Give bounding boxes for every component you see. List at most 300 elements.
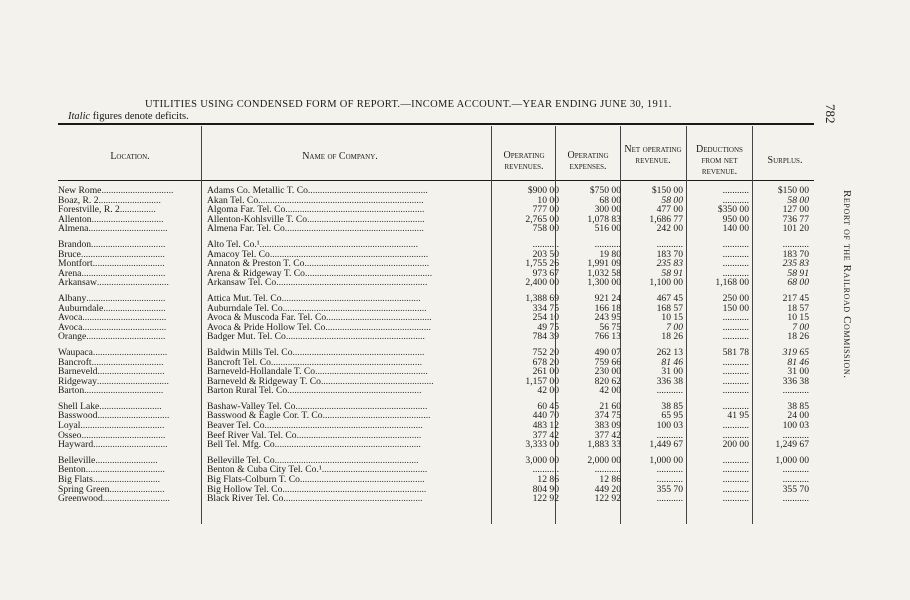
surplus-cell: 101 20	[782, 224, 809, 234]
report-title: UTILITIES USING CONDENSED FORM OF REPORT.—INCOME ACCOUNT.—YEAR ENDING JUNE 30, 1911.	[145, 99, 672, 110]
table-row	[58, 386, 809, 396]
deductions-cell: 250 00	[722, 293, 749, 304]
leader-dots: ..............................	[96, 278, 169, 288]
deductions-cell: ...........	[722, 195, 749, 206]
leader-dots: .................................	[86, 332, 166, 342]
leader-dots: .................................	[88, 224, 168, 234]
operating-expense-cell: 1,883 33	[587, 440, 621, 450]
location-text: Osseo	[58, 430, 82, 441]
company-text: Arena & Ridgeway T. Co	[207, 268, 305, 279]
surplus-cell: 736 77	[782, 214, 809, 225]
location-text: Albany	[58, 293, 87, 304]
location-text: Forestville, R. 2	[58, 205, 120, 215]
deductions-cell: ...........	[722, 430, 749, 441]
operating-revenue-cell: 12 86	[537, 475, 559, 485]
net-revenue-cell: 100 03	[656, 421, 683, 431]
company-text: Alto Tel. Co.¹	[207, 239, 260, 250]
table-row	[58, 411, 809, 421]
income-table	[58, 186, 809, 504]
company-text: Attica Mut. Tel. Co	[207, 293, 282, 304]
table-row	[58, 215, 809, 225]
location-cell	[58, 323, 203, 333]
surplus-cell: 1,000 00	[775, 455, 809, 466]
leader-dots: ............................................................	[282, 303, 427, 314]
location-text: Orange	[58, 332, 87, 342]
net-revenue-cell: ...........	[656, 239, 683, 250]
surplus-cell: 183 70	[782, 249, 809, 260]
deductions-cell: ...........	[722, 239, 749, 250]
leader-dots: .................................	[86, 293, 166, 304]
operating-revenue-cell: 2,400 00	[525, 278, 559, 288]
net-revenue-cell: ...........	[656, 386, 683, 396]
deductions-cell: ...........	[722, 376, 749, 387]
operating-revenue-cell: 10 00	[537, 195, 559, 206]
net-revenue-cell: 81 46	[661, 357, 683, 368]
location-text: Basswood	[58, 411, 98, 422]
company-text: Bashaw-Valley Tel. Co	[207, 401, 296, 412]
deductions-cell: ...........	[722, 421, 749, 431]
company-text: Avoca & Muscoda Far. Tel. Co	[207, 313, 327, 323]
table-row	[58, 323, 809, 333]
company-cell	[203, 323, 497, 333]
surplus-cell: 31 00	[787, 367, 809, 377]
table-row	[58, 456, 809, 466]
company-cell	[203, 386, 497, 396]
table-row	[58, 431, 809, 441]
net-revenue-cell: 58 91	[661, 268, 683, 279]
surplus-cell: 217 45	[782, 293, 809, 304]
company-cell	[203, 332, 497, 342]
leader-dots: ...................................	[80, 421, 165, 431]
leader-dots: ...............................	[93, 440, 168, 450]
leader-dots: ..............................	[97, 411, 170, 422]
location-text: Hayward	[58, 440, 94, 450]
operating-revenue-cell: 1,388 69	[525, 293, 559, 304]
table-row	[58, 475, 809, 485]
location-cell	[58, 358, 203, 368]
operating-revenue-cell: 973 67	[532, 268, 559, 279]
operating-expense-cell: 230 00	[594, 367, 621, 377]
operating-expense-cell: 449 20	[594, 484, 621, 495]
leader-dots: ...............................................	[315, 367, 428, 377]
company-text: Basswood & Eagle Cor. T. Co	[207, 411, 323, 422]
leader-dots: ...................................	[82, 313, 167, 323]
net-revenue-cell: 336 38	[656, 376, 683, 387]
header-rule	[58, 180, 814, 181]
operating-expense-cell: $750 00	[589, 186, 621, 196]
deductions-cell: 140 00	[722, 224, 749, 234]
header-company: Name of Company.	[302, 151, 378, 162]
company-text: Bell Tel. Mfg. Co	[207, 440, 275, 450]
company-text: Algoma Far. Tel. Co	[207, 205, 286, 215]
header-surplus: Surplus.	[767, 155, 803, 166]
leader-dots: .............................................................	[274, 440, 421, 450]
leader-dots: .......................................................	[295, 401, 428, 412]
leader-dots: ............................	[102, 494, 170, 504]
location-text: Greenwood	[58, 494, 103, 504]
net-revenue-cell: 477 00	[656, 205, 683, 215]
company-text: Bancroft Tel. Co	[207, 357, 271, 368]
surplus-cell: ...........	[782, 239, 809, 250]
company-text: Badger Mut. Tel. Co	[207, 332, 286, 342]
company-cell	[203, 465, 497, 475]
deductions-cell: 150 00	[722, 303, 749, 314]
leader-dots: ............................................................	[282, 484, 427, 495]
location-cell	[58, 313, 203, 323]
company-text: Belleville Tel. Co	[207, 455, 275, 466]
location-text: Barton	[58, 386, 85, 396]
operating-revenue-cell: 678 20	[532, 357, 559, 368]
company-cell	[203, 259, 497, 269]
leader-dots: ...............................	[91, 239, 166, 250]
operating-revenue-cell: ...........	[532, 239, 559, 250]
table-row	[58, 259, 809, 269]
surplus-cell: 319 65	[782, 347, 809, 358]
net-revenue-cell: 1,686 77	[649, 214, 683, 225]
leader-dots: ..........................	[98, 195, 161, 206]
net-revenue-cell: 183 70	[656, 249, 683, 260]
deductions-cell: ...........	[722, 249, 749, 260]
location-cell	[58, 294, 203, 304]
surplus-cell: 18 57	[787, 303, 809, 314]
operating-revenue-cell: 483 12	[532, 421, 559, 431]
location-text: Avoca	[58, 322, 83, 333]
net-revenue-cell: ...........	[656, 494, 683, 504]
operating-revenue-cell: 3,333 00	[525, 440, 559, 450]
operating-revenue-cell: 758 00	[532, 224, 559, 234]
header-operating-revenues: Operating revenues.	[503, 150, 545, 172]
company-cell	[203, 196, 497, 206]
header-location: Location.	[110, 151, 150, 162]
table-row	[58, 494, 809, 504]
location-cell	[58, 224, 203, 234]
location-cell	[58, 186, 203, 196]
table-row	[58, 224, 809, 234]
location-text: Spring Green	[58, 484, 110, 495]
operating-expense-cell: 766 13	[594, 332, 621, 342]
surplus-cell: ...........	[782, 465, 809, 476]
operating-revenue-cell: 261 00	[532, 367, 559, 377]
company-cell	[203, 485, 497, 495]
company-cell	[203, 456, 497, 466]
leader-dots: ...............................	[92, 347, 168, 358]
leader-dots: ..........................................................	[284, 224, 424, 234]
leader-dots: ...............................................................	[276, 278, 428, 288]
company-cell	[203, 250, 497, 260]
leader-dots: ..........................	[95, 455, 158, 466]
surplus-cell: ...........	[782, 386, 809, 396]
table-row	[58, 358, 809, 368]
location-text: Loyal	[58, 421, 81, 431]
company-cell	[203, 205, 497, 215]
company-cell	[203, 367, 497, 377]
net-revenue-cell: 1,449 67	[649, 440, 683, 450]
operating-expense-cell: 166 18	[594, 303, 621, 314]
deductions-cell: ...........	[722, 455, 749, 466]
operating-revenue-cell: 804 90	[532, 484, 559, 495]
location-text: New Rome	[58, 186, 102, 196]
net-revenue-cell: 1,100 00	[649, 278, 683, 288]
leader-dots: ....................................................	[299, 475, 425, 485]
company-text: Baldwin Mills Tel. Co	[207, 347, 293, 358]
net-revenue-cell: ...........	[656, 465, 683, 476]
deductions-cell: ...........	[722, 494, 749, 504]
leader-dots: .................................	[84, 386, 164, 396]
leader-dots: ............................................	[325, 322, 431, 333]
company-text: Big Hollow Tel. Co	[207, 484, 283, 495]
surplus-cell: 100 03	[782, 421, 809, 431]
surplus-cell: ...........	[782, 494, 809, 504]
operating-expense-cell: 383 09	[594, 421, 621, 431]
company-cell	[203, 411, 497, 421]
operating-expense-cell: 21 60	[599, 401, 621, 412]
deductions-cell: 1,168 00	[715, 278, 749, 288]
location-text: Arena	[58, 268, 82, 279]
location-cell	[58, 196, 203, 206]
table-row	[58, 250, 809, 260]
operating-expense-cell: 516 00	[594, 224, 621, 234]
location-text: Waupaca	[58, 347, 93, 358]
location-cell	[58, 377, 203, 387]
table-row	[58, 196, 809, 206]
location-text: Bancroft	[58, 357, 92, 368]
net-revenue-cell: $150 00	[651, 186, 683, 196]
location-cell	[58, 367, 203, 377]
leader-dots: ........................................................	[287, 386, 422, 396]
deductions-cell: ...........	[722, 367, 749, 377]
operating-revenue-cell: $900 00	[527, 186, 559, 196]
company-cell	[203, 475, 497, 485]
leader-dots: ............................	[97, 367, 165, 377]
location-cell	[58, 304, 203, 314]
company-text: Arkansaw Tel. Co	[207, 278, 277, 288]
net-revenue-cell: 18 26	[661, 332, 683, 342]
location-cell	[58, 240, 203, 250]
surplus-cell: 355 70	[782, 484, 809, 495]
operating-revenue-cell: 2,765 00	[525, 214, 559, 225]
operating-expense-cell: 1,300 00	[587, 278, 621, 288]
operating-expense-cell: 921 24	[594, 293, 621, 304]
surplus-cell: 81 46	[787, 357, 809, 368]
net-revenue-cell: 65 95	[661, 411, 683, 422]
deductions-cell: ...........	[722, 322, 749, 333]
company-text: Amacoy Tel. Co	[207, 249, 270, 260]
location-cell	[58, 332, 203, 342]
leader-dots: ..........................................................	[281, 293, 421, 304]
company-cell	[203, 402, 497, 412]
operating-revenue-cell: 777 00	[532, 205, 559, 215]
net-revenue-cell: 38 85	[661, 401, 683, 412]
company-text: Benton & Cuba City Tel. Co.¹	[207, 465, 322, 476]
table-row	[58, 278, 809, 288]
deductions-cell: 41 95	[727, 411, 749, 422]
leader-dots: ..................................................................	[269, 249, 429, 260]
surplus-cell: 58 91	[787, 268, 809, 279]
top-rule	[58, 123, 814, 125]
leader-dots: ..................................................................	[264, 421, 423, 431]
surplus-cell: 7 00	[792, 322, 809, 333]
leader-dots: ..........................................................	[285, 332, 425, 342]
operating-expense-cell: 374 75	[594, 411, 621, 422]
table-row	[58, 377, 809, 387]
table-row	[58, 367, 809, 377]
location-text: Avoca	[58, 313, 83, 323]
operating-revenue-cell: 1,755 26	[525, 259, 559, 269]
location-cell	[58, 485, 203, 495]
operating-expense-cell: ...........	[594, 239, 621, 250]
table-row	[58, 485, 809, 495]
surplus-cell: ...........	[782, 430, 809, 441]
table-row	[58, 304, 809, 314]
company-text: Barneveld & Ridgeway T. Co	[207, 376, 321, 387]
leader-dots: .....................................................	[304, 268, 433, 279]
location-text: Brandon	[58, 239, 92, 250]
operating-expense-cell: 1,991 09	[587, 259, 621, 269]
deductions-cell: ...........	[722, 332, 749, 342]
company-text: Barton Rural Tel. Co	[207, 386, 288, 396]
company-cell	[203, 224, 497, 234]
table-row	[58, 186, 809, 196]
company-cell	[203, 294, 497, 304]
table-row	[58, 269, 809, 279]
deficit-note	[68, 111, 189, 122]
leader-dots: .......................	[109, 484, 165, 495]
company-cell	[203, 494, 497, 504]
operating-expense-cell: 820 62	[594, 376, 621, 387]
leader-dots: ............................	[92, 475, 161, 485]
leader-dots: ..........................	[103, 303, 166, 314]
deductions-cell: ...........	[722, 313, 749, 323]
location-cell	[58, 348, 203, 358]
surplus-cell: 235 83	[782, 259, 809, 269]
net-revenue-cell: 168 57	[656, 303, 683, 314]
leader-dots: ...................................	[82, 322, 167, 333]
surplus-cell: 58 00	[787, 195, 809, 206]
table-row	[58, 348, 809, 358]
leader-dots: ..............................	[91, 357, 164, 368]
table-row	[58, 313, 809, 323]
operating-expense-cell: 68 00	[599, 195, 621, 206]
operating-expense-cell: 19 80	[599, 249, 621, 260]
net-revenue-cell: 355 70	[656, 484, 683, 495]
company-text: Allenton-Kohlsville T. Co	[207, 214, 308, 225]
location-text: Big Flats	[58, 475, 93, 485]
operating-expense-cell: 759 66	[594, 357, 621, 368]
company-cell	[203, 421, 497, 431]
leader-dots: ...............	[119, 205, 156, 215]
leader-dots: .................................................	[307, 214, 425, 225]
operating-revenue-cell: 334 75	[532, 303, 559, 314]
surplus-cell: 1,249 67	[775, 440, 809, 450]
operating-revenue-cell: 122 92	[532, 494, 559, 504]
operating-expense-cell: 2,000 00	[587, 455, 621, 466]
company-cell	[203, 358, 497, 368]
location-text: Arkansaw	[58, 278, 97, 288]
location-text: Boaz, R. 2	[58, 195, 99, 206]
company-cell	[203, 431, 497, 441]
location-text: Allenton	[58, 214, 92, 225]
surplus-cell: 127 00	[782, 205, 809, 215]
deductions-cell: ...........	[722, 268, 749, 279]
leader-dots: ..........................	[99, 401, 162, 412]
location-cell	[58, 465, 203, 475]
operating-revenue-cell: 60 45	[537, 401, 559, 412]
net-revenue-cell: 262 13	[656, 347, 683, 358]
net-revenue-cell: 58 00	[661, 195, 683, 206]
company-cell	[203, 440, 497, 450]
surplus-cell: $150 00	[777, 186, 809, 196]
location-text: Auburndale	[58, 303, 104, 314]
leader-dots: ..........................................................	[285, 205, 425, 215]
surplus-cell: ...........	[782, 475, 809, 485]
operating-expense-cell: 12 86	[599, 475, 621, 485]
operating-expense-cell: ...........	[594, 465, 621, 476]
leader-dots: .................................	[85, 465, 165, 476]
deductions-cell: ...........	[722, 465, 749, 476]
location-text: Benton	[58, 465, 86, 476]
operating-expense-cell: 490 07	[594, 347, 621, 358]
table-row	[58, 402, 809, 412]
operating-expense-cell: 1,078 83	[587, 214, 621, 225]
operating-revenue-cell: 49 75	[537, 322, 559, 333]
location-text: Belleville	[58, 455, 96, 466]
leader-dots: ............................................	[326, 313, 432, 323]
deductions-cell: ...........	[722, 386, 749, 396]
company-text: Barneveld-Hollandale T. Co	[207, 367, 316, 377]
leader-dots: ..............................	[91, 214, 164, 225]
leader-dots: ............................................	[321, 465, 428, 476]
operating-expense-cell: 300 00	[594, 205, 621, 215]
leader-dots: .............................................	[322, 411, 431, 422]
note-rest: figures denote deficits.	[90, 111, 189, 122]
operating-expense-cell: 377 42	[594, 430, 621, 441]
leader-dots: ....................................................	[296, 430, 422, 441]
leader-dots: ...................................	[81, 430, 166, 441]
location-cell	[58, 411, 203, 421]
deductions-cell: ...........	[722, 401, 749, 412]
leader-dots: ...............................................	[320, 376, 434, 387]
location-cell	[58, 386, 203, 396]
surplus-cell: 336 38	[782, 376, 809, 387]
leader-dots: ..........................................................	[283, 494, 423, 504]
location-cell	[58, 456, 203, 466]
net-revenue-cell: 242 00	[656, 224, 683, 234]
operating-revenue-cell: 203 50	[532, 249, 559, 260]
operating-revenue-cell: 440 70	[532, 411, 559, 422]
header-operating-expenses: Operating expenses.	[567, 150, 609, 172]
location-cell	[58, 250, 203, 260]
operating-expense-cell: 243 95	[594, 313, 621, 323]
company-cell	[203, 313, 497, 323]
company-cell	[203, 269, 497, 279]
company-text: Auburndale Tel. Co	[207, 303, 283, 314]
company-cell	[203, 348, 497, 358]
table-row	[58, 440, 809, 450]
company-text: Akan Tel. Co	[207, 195, 259, 206]
company-text: Beef River Val. Tel. Co	[207, 430, 297, 441]
location-cell	[58, 431, 203, 441]
deductions-cell: $350 00	[717, 205, 749, 215]
surplus-cell: 10 15	[787, 313, 809, 323]
operating-expense-cell: 42 00	[599, 386, 621, 396]
company-cell	[203, 278, 497, 288]
location-text: Montfort	[58, 259, 93, 269]
operating-revenue-cell: 784 39	[532, 332, 559, 342]
net-revenue-cell: ...........	[656, 475, 683, 485]
location-cell	[58, 421, 203, 431]
deductions-cell: ...........	[722, 259, 749, 269]
deductions-cell: 200 00	[722, 440, 749, 450]
